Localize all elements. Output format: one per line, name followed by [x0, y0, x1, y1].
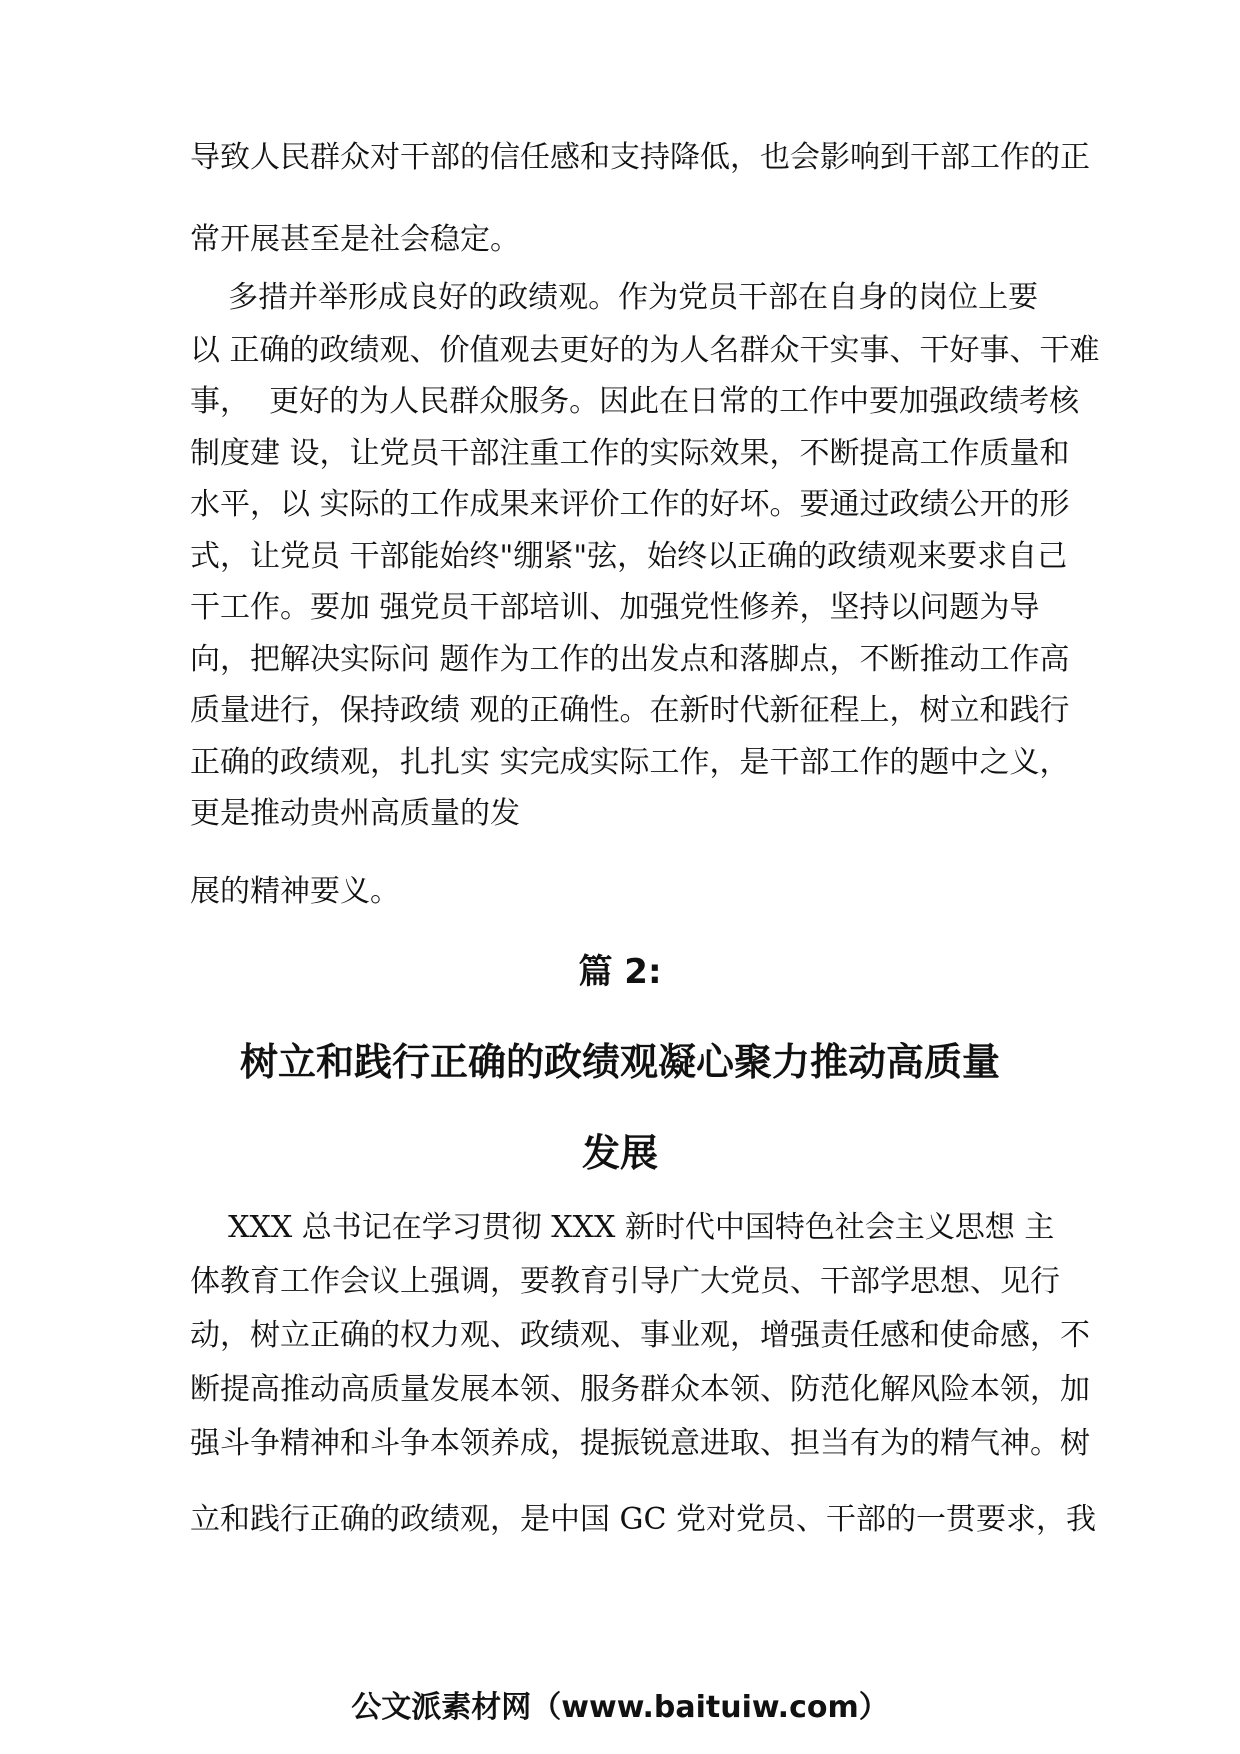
section-title: 树立和践行正确的政绩观凝心聚力推动高质量 [239, 1040, 1000, 1084]
text-line: 向，把解决实际问 题作为工作的出发点和落脚点，不断推动工作高 [190, 642, 1070, 677]
text-line: XXX 总书记在学习贯彻 XXX 新时代中国特色社会主义思想 主 [190, 1210, 1055, 1245]
text-line: 展的精神要义。 [190, 874, 400, 909]
text-line: 以 正确的政绩观、价值观去更好的为人名群众干实事、干好事、干难 [190, 333, 1100, 368]
footer-source: 公文派素材网（www.baituiw.com） [351, 1690, 889, 1725]
text-line: 立和践行正确的政绩观，是中国 GC 党对党员、干部的一贯要求，我 [190, 1502, 1096, 1537]
text-line: 更是推动贵州高质量的发 [190, 796, 520, 831]
text-line: 式，让党员 干部能始终"绷紧"弦，始终以正确的政绩观来要求自己 [190, 539, 1068, 574]
text-line: 体教育工作会议上强调，要教育引导广大党员、干部学思想、见行 [190, 1264, 1060, 1299]
text-line: 导致人民群众对干部的信任感和支持降低，也会影响到干部工作的正 [190, 140, 1090, 175]
text-line: 质量进行，保持政绩 观的正确性。在新时代新征程上，树立和践行 [190, 693, 1070, 728]
text-line: 水平，以 实际的工作成果来评价工作的好坏。要通过政绩公开的形 [190, 487, 1070, 522]
text-line: 强斗争精神和斗争本领养成，提振锐意进取、担当有为的精气神。树 [190, 1426, 1090, 1461]
text-line: 制度建 设，让党员干部注重工作的实际效果，不断提高工作质量和 [190, 436, 1070, 471]
text-line: 事， 更好的为人民群众服务。因此在日常的工作中要加强政绩考核 [190, 384, 1080, 419]
text-line: 动，树立正确的权力观、政绩观、事业观，增强责任感和使命感，不 [190, 1318, 1090, 1353]
section-label: 篇 2: [578, 952, 662, 992]
text-line: 多措并举形成良好的政绩观。作为党员干部在自身的岗位上要 [190, 280, 1039, 315]
text-line: 正确的政绩观，扎扎实 实完成实际工作，是干部工作的题中之义， [190, 745, 1070, 780]
text-line: 干工作。要加 强党员干部培训、加强党性修养，坚持以问题为导 [190, 590, 1040, 625]
section-title-continued: 发展 [581, 1131, 658, 1175]
text-line: 断提高推动高质量发展本领、服务群众本领、防范化解风险本领，加 [190, 1372, 1090, 1407]
text-line: 常开展甚至是社会稳定。 [190, 222, 520, 257]
